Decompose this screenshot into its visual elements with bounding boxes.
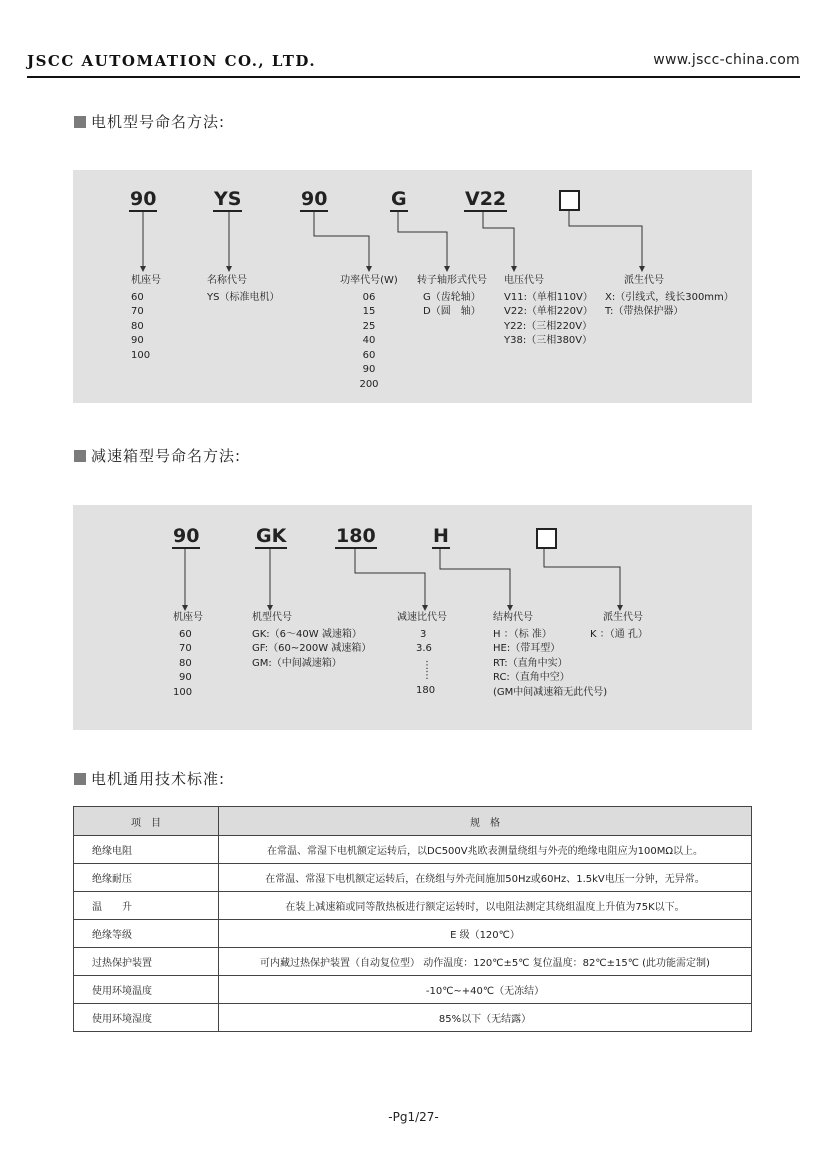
col-label: 名称代号 bbox=[207, 275, 247, 286]
row-spec: 在装上减速箱或同等散热板进行额定运转时，以电阻法测定其绕组温度上升值为75K以下。 bbox=[219, 892, 752, 920]
gearbox-code-structure: H bbox=[433, 525, 449, 547]
col-value: V22:（单相220V） bbox=[504, 306, 593, 317]
motor-col-power bbox=[331, 274, 407, 392]
row-spec: E 级（120℃） bbox=[219, 920, 752, 948]
row-item: 使用环境湿度 bbox=[74, 1004, 219, 1032]
col-value: 90 bbox=[179, 672, 192, 683]
col-label: 派生代号 bbox=[603, 612, 643, 623]
motor-col-voltage bbox=[504, 274, 593, 349]
table-row bbox=[74, 864, 752, 892]
motor-code-shaft: G bbox=[391, 188, 407, 210]
gearbox-code-ratio: 180 bbox=[336, 525, 376, 547]
header-item: 项 目 bbox=[74, 807, 219, 836]
motor-code-frame: 90 bbox=[130, 188, 157, 210]
col-label: 机座号 bbox=[131, 275, 161, 286]
motor-code-name: YS bbox=[214, 188, 242, 210]
col-label: 转子轴形式代号 bbox=[417, 275, 487, 286]
col-value: T:（带热保护器） bbox=[605, 306, 684, 317]
col-value: 06 bbox=[362, 291, 376, 303]
square-bullet-icon bbox=[74, 116, 86, 128]
gearbox-col-ratio bbox=[397, 611, 447, 698]
col-value: Y22:（三相220V） bbox=[504, 320, 593, 332]
gearbox-naming-title-text: 减速箱型号命名方法: bbox=[91, 447, 242, 465]
col-label: 派生代号 bbox=[624, 275, 664, 286]
row-item: 绝缘电阻 bbox=[74, 836, 219, 864]
col-value: G（齿轮轴） bbox=[423, 291, 481, 303]
col-value: X:（引线式，线长300mm） bbox=[605, 291, 734, 303]
col-value: 70 bbox=[179, 643, 192, 654]
col-value: RC:（直角中空） bbox=[493, 672, 570, 683]
row-item: 温 升 bbox=[74, 892, 219, 920]
motor-col-frame bbox=[131, 274, 161, 363]
col-label: 电压代号 bbox=[504, 275, 544, 286]
col-label: 机型代号 bbox=[252, 612, 292, 623]
motor-col-derivative bbox=[605, 274, 734, 320]
col-value: 100 bbox=[173, 686, 193, 698]
col-value: 15 bbox=[362, 306, 376, 317]
col-value: 180 bbox=[416, 684, 436, 696]
spec-title bbox=[74, 768, 225, 789]
gearbox-naming-panel bbox=[73, 505, 752, 730]
gearbox-naming-title bbox=[74, 445, 241, 466]
col-label: 功率代号(W) bbox=[340, 275, 398, 286]
gearbox-col-type bbox=[252, 611, 371, 671]
col-value: GK:（6～40W 减速箱） bbox=[252, 628, 362, 640]
col-value: GF:（60~200W 减速箱） bbox=[252, 643, 372, 654]
company-name: JSCC AUTOMATION CO., LTD. bbox=[27, 52, 317, 70]
motor-naming-title bbox=[74, 111, 225, 132]
row-spec: 在常温、常湿下电机额定运转后，以DC500V兆欧表测量绕组与外壳的绝缘电阻应为100MΩ以上。 bbox=[219, 836, 752, 864]
col-value: 60 bbox=[131, 291, 144, 303]
motor-code-power: 90 bbox=[301, 188, 328, 210]
table-row bbox=[74, 892, 752, 920]
col-value: 100 bbox=[131, 349, 151, 361]
motor-col-shaft bbox=[417, 274, 487, 320]
header-divider bbox=[27, 76, 800, 78]
col-value: 90 bbox=[362, 364, 376, 375]
square-bullet-icon bbox=[74, 773, 86, 785]
table-header-row bbox=[74, 807, 752, 836]
col-label: 机座号 bbox=[173, 612, 203, 623]
row-item: 绝缘等级 bbox=[74, 920, 219, 948]
col-value: 200 bbox=[359, 378, 379, 390]
col-value: RT:（直角中实） bbox=[493, 657, 568, 669]
col-value: Y38:（三相380V） bbox=[504, 335, 593, 346]
col-value: 3.6 bbox=[416, 643, 432, 654]
gearbox-code-frame: 90 bbox=[173, 525, 200, 547]
row-spec: 85%以下（无结露） bbox=[219, 1004, 752, 1032]
col-value: HE:（带耳型） bbox=[493, 643, 561, 654]
gearbox-code-type: GK bbox=[256, 525, 287, 547]
motor-col-name bbox=[207, 274, 279, 305]
table-row bbox=[74, 1004, 752, 1032]
col-value: ⋮ bbox=[422, 669, 432, 681]
page-number: -Pg1/27- bbox=[388, 1110, 439, 1124]
row-item: 绝缘耐压 bbox=[74, 864, 219, 892]
motor-code-voltage: V22 bbox=[465, 188, 507, 210]
col-value: GM:（中间减速箱） bbox=[252, 657, 342, 669]
table-row bbox=[74, 976, 752, 1004]
row-spec: 在常温、常湿下电机额定运转后，在绕组与外壳间施加50Hz或60Hz、1.5kV电压一分钟，无异常。 bbox=[219, 864, 752, 892]
col-value: H ：（标 准） bbox=[493, 628, 552, 640]
col-label: 减速比代号 bbox=[397, 612, 447, 623]
col-value: 70 bbox=[131, 306, 144, 317]
motor-naming-title-text: 电机型号命名方法: bbox=[91, 113, 226, 131]
col-value: 80 bbox=[131, 320, 144, 332]
col-value: 60 bbox=[179, 628, 192, 640]
col-value: D（圆 轴） bbox=[423, 306, 481, 317]
col-label: 结构代号 bbox=[493, 612, 533, 623]
col-value: 40 bbox=[362, 335, 376, 346]
square-bullet-icon bbox=[74, 450, 86, 462]
row-spec: 可内藏过热保护装置（自动复位型） 动作温度：120℃±5℃ 复位温度：82℃±15℃ (此功能需定制) bbox=[219, 948, 752, 976]
gearbox-col-frame bbox=[173, 611, 203, 700]
header-spec: 规 格 bbox=[219, 807, 752, 836]
table-row bbox=[74, 836, 752, 864]
col-value: 60 bbox=[362, 349, 376, 361]
motor-naming-panel bbox=[73, 170, 752, 403]
col-value: 90 bbox=[131, 335, 144, 346]
col-value: 80 bbox=[179, 657, 192, 669]
row-item: 过热保护装置 bbox=[74, 948, 219, 976]
table-row bbox=[74, 948, 752, 976]
col-value: ⋮ bbox=[422, 659, 432, 671]
row-spec: -10℃~+40℃（无冻结） bbox=[219, 976, 752, 1004]
col-value: 3 bbox=[420, 628, 427, 640]
col-value: 25 bbox=[362, 320, 376, 332]
col-value: YS（标准电机） bbox=[207, 291, 280, 303]
gearbox-col-derivative bbox=[590, 611, 648, 642]
website-url: www.jscc-china.com bbox=[653, 52, 800, 68]
col-value: K ：（通 孔） bbox=[590, 628, 648, 640]
col-value: V11:（单相110V） bbox=[504, 291, 593, 303]
col-value: (GM中间减速箱无此代号) bbox=[493, 686, 608, 698]
spec-title-text: 电机通用技术标准: bbox=[91, 770, 226, 788]
table-row bbox=[74, 920, 752, 948]
spec-table bbox=[73, 806, 752, 1032]
row-item: 使用环境温度 bbox=[74, 976, 219, 1004]
